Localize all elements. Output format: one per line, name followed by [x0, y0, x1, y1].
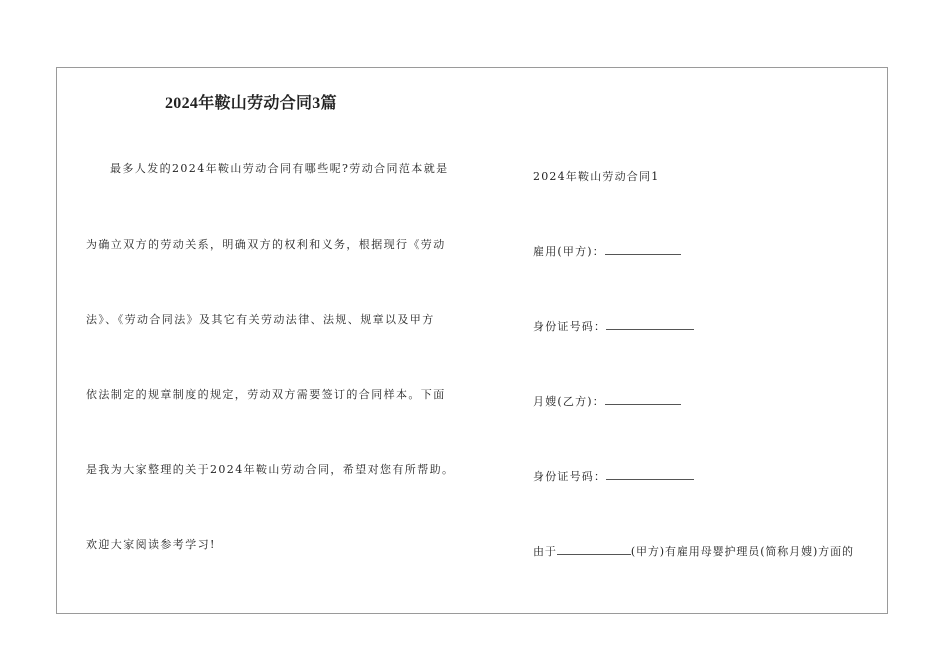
document-title: 2024年鞍山劳动合同3篇 [165, 95, 337, 112]
contract-heading: 2024年鞍山劳动合同1 [533, 170, 660, 183]
nanny-id-blank [606, 469, 694, 480]
clause-blank [557, 544, 631, 555]
intro-line-1: 最多人发的2024年鞍山劳动合同有哪些呢?劳动合同范本就是 [110, 162, 449, 175]
clause-suffix: (甲方)有雇用母婴护理员(简称月嫂)方面的 [630, 545, 854, 558]
clause-row [533, 543, 854, 559]
nanny-id-row [533, 468, 694, 484]
nanny-id-label: 身份证号码： [533, 470, 607, 483]
intro-line-2: 为确立双方的劳动关系，明确双方的权利和义务，根据现行《劳动 [86, 238, 446, 251]
employer-id-blank [606, 319, 694, 330]
nanny-label: 月嫂(乙方)： [533, 395, 605, 408]
nanny-blank [605, 394, 681, 405]
document-page [56, 67, 888, 614]
employer-row [533, 243, 681, 259]
clause-prefix: 由于 [533, 545, 557, 558]
nanny-row [533, 393, 681, 409]
employer-blank [605, 244, 681, 255]
intro-line-6: 欢迎大家阅读参考学习! [86, 538, 216, 551]
employer-id-row [533, 318, 694, 334]
employer-id-label: 身份证号码： [533, 320, 607, 333]
intro-line-4: 依法制定的规章制度的规定，劳动双方需要签订的合同样本。下面 [86, 388, 446, 401]
employer-label: 雇用(甲方)： [533, 245, 605, 258]
intro-line-3: 法》、《劳动合同法》及其它有关劳动法律、法规、规章以及甲方 [86, 313, 435, 326]
intro-line-5: 是我为大家整理的关于2024年鞍山劳动合同，希望对您有所帮助。 [86, 463, 455, 476]
